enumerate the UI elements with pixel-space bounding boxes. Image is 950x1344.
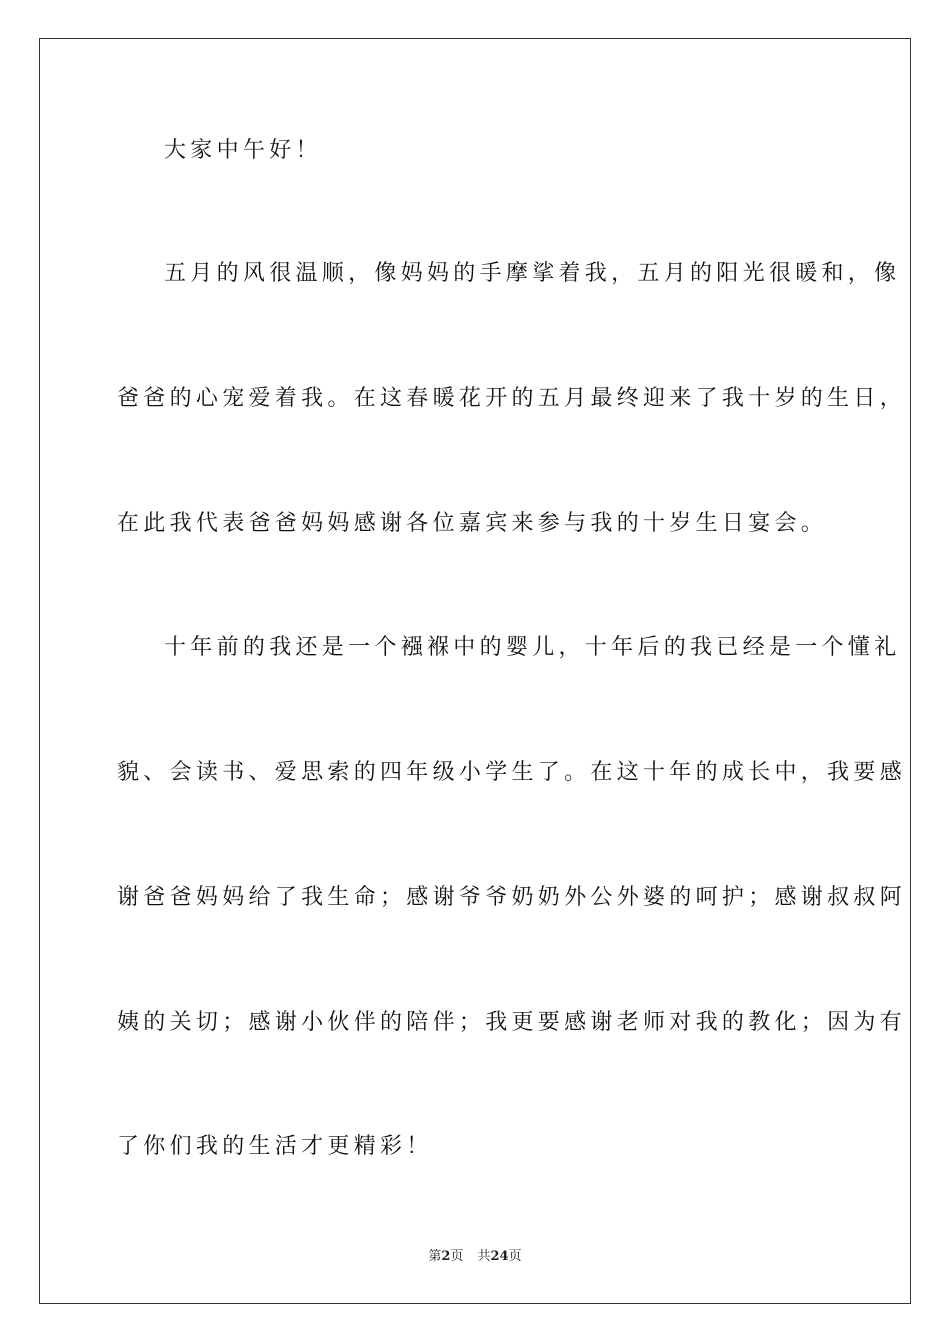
footer-total-suffix: 页: [508, 1249, 522, 1264]
paragraph-line: 在此我代表爸爸妈妈感谢各位嘉宾来参与我的十岁生日宴会。: [117, 511, 828, 536]
paragraph-line: 爸爸的心宠爱着我。在这春暖花开的五月最终迎来了我十岁的生日，: [117, 386, 907, 411]
paragraph-line: 谢爸爸妈妈给了我生命；感谢爷爷奶奶外公外婆的呵护；感谢叔叔阿: [117, 885, 907, 910]
paragraph-line: 了你们我的生活才更精彩！: [117, 1134, 433, 1159]
page-footer: [0, 1248, 950, 1266]
footer-total-prefix: 共: [477, 1249, 491, 1264]
paragraph-line: 十年前的我还是一个襁褓中的婴儿，十年后的我已经是一个懂礼: [164, 635, 901, 660]
footer-page-number: 2: [441, 1249, 451, 1264]
footer-page-suffix: 页: [450, 1249, 464, 1264]
paragraph-greeting: 大家中午好！: [164, 138, 322, 163]
paragraph-line: 五月的风很温顺，像妈妈的手摩挲着我，五月的阳光很暖和，像: [164, 261, 901, 286]
footer-page-prefix: 第: [428, 1249, 442, 1264]
paragraph-line: 姨的关切；感谢小伙伴的陪伴；我更要感谢老师对我的教化；因为有: [117, 1010, 907, 1035]
footer-total-pages: 24: [490, 1249, 509, 1264]
paragraph-line: 貌、会读书、爱思索的四年级小学生了。在这十年的成长中，我要感: [117, 760, 907, 785]
page-border: [39, 38, 911, 1304]
